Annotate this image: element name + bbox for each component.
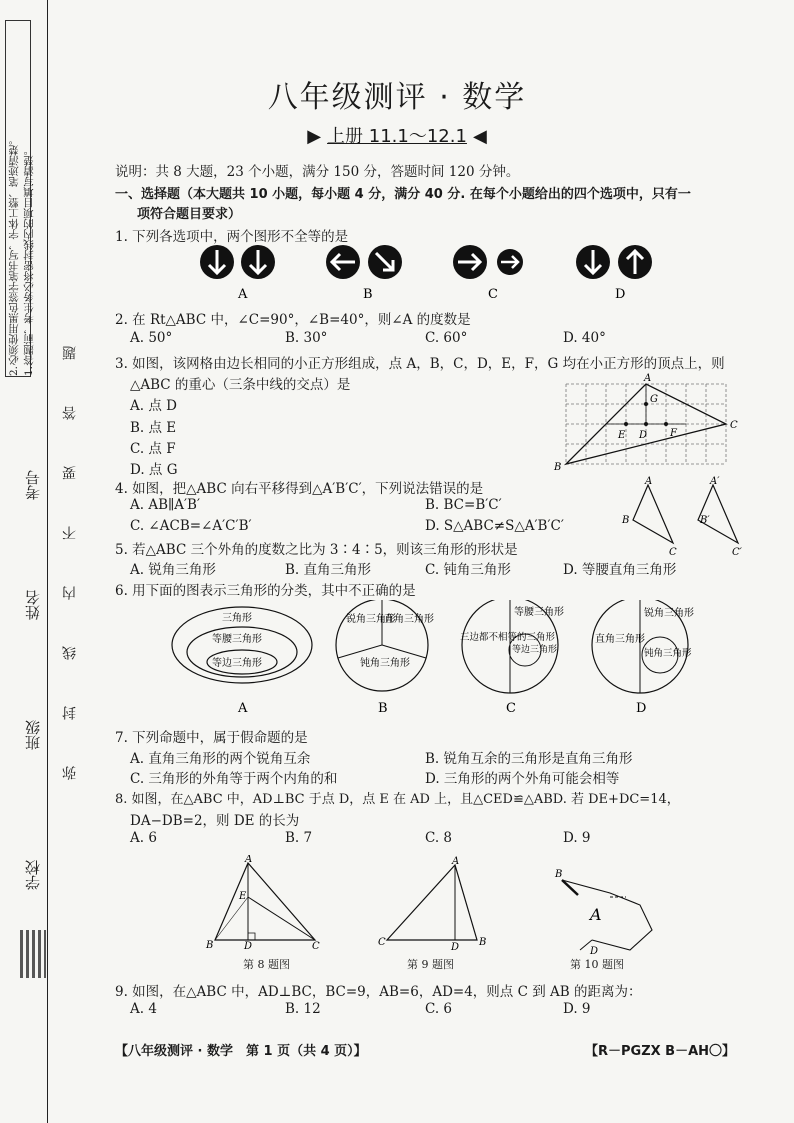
q2-stem: 2. 在 Rt△ABC 中，∠C=90°，∠B=40°，则∠A 的度数是 [115, 312, 471, 328]
seal-line [47, 0, 48, 1123]
q1-option-d-figure [576, 245, 652, 279]
fig9-pt-a: A [452, 856, 460, 867]
q5-option-b: B. 直角三角形 [285, 562, 372, 578]
q3-pt-d: D [639, 430, 648, 441]
q4-pt-c: C [669, 547, 677, 558]
q6-b-acute: 锐角三角形 [346, 614, 396, 625]
q4-pt-a: A [645, 476, 653, 487]
q1-option-b-figure [326, 245, 402, 279]
q8-option-b: B. 7 [285, 830, 313, 846]
footer-code: 【R－PGZX B－AH〇】 [585, 1044, 736, 1059]
q6-d-acute: 锐角三角形 [644, 608, 694, 619]
q3-pt-c: C [730, 420, 738, 431]
q6-label-b: B [378, 701, 388, 716]
fig8-pt-c: C [312, 941, 320, 950]
q4-option-b: B. BC=B′C′ [425, 497, 502, 513]
q9-option-b: B. 12 [285, 1001, 321, 1017]
q9-stem: 9. 如图，在△ABC 中，AD⊥BC，BC=9，AB=6，AD=4，则点 C 到 AB 的距离为： [115, 984, 642, 1000]
fig10-pt-b: B [555, 869, 563, 880]
q7-option-b: B. 锐角互余的三角形是直角三角形 [425, 751, 633, 767]
fig8-pt-d: D [244, 941, 253, 950]
q6-d-right: 直角三角形 [595, 634, 645, 645]
q6-a-outer: 三角形 [222, 613, 252, 624]
fig8-pt-e: E [239, 891, 247, 902]
fig10-pt-d: D [590, 946, 599, 955]
fig10-caption: 第 10 题图 [570, 958, 624, 971]
binding-strip [0, 0, 100, 1123]
q7-option-c: C. 三角形的外角等于两个内角的和 [130, 771, 338, 787]
q4-pt-b: B [622, 515, 630, 526]
q4-pt-b-prime: B′ [700, 515, 710, 526]
q7-stem: 7. 下列命题中，属于假命题的是 [115, 730, 308, 746]
q2-option-a: A. 50° [130, 330, 173, 346]
fig8 [200, 855, 330, 950]
qr-code [20, 930, 46, 978]
q4-option-c: C. ∠ACB=∠A′C′B′ [130, 518, 252, 534]
q1-label-b: B [363, 287, 373, 302]
q6-stem: 6. 用下面的图表示三角形的分类，其中不正确的是 [115, 583, 416, 599]
q8-option-d: D. 9 [563, 830, 591, 846]
q3-pt-a: A [644, 373, 652, 384]
q4-option-a: A. AB∥A′B′ [130, 497, 201, 513]
fig9-caption: 第 9 题图 [407, 958, 454, 971]
q2-option-c: C. 60° [425, 330, 468, 346]
q4-pt-c-prime: C′ [732, 547, 742, 558]
q5-option-a: A. 锐角三角形 [130, 562, 216, 578]
q6-c-equilateral: 等边三角形 [512, 645, 558, 655]
q3-grid-figure [548, 372, 748, 472]
q4-stem: 4. 如图，把△ABC 向右平移得到△A′B′C′，下列说法错误的是 [115, 481, 484, 497]
q1-label-c: C [488, 287, 498, 302]
q8-stem: 8. 如图，在△ABC 中，AD⊥BC 于点 D，点 E 在 AD 上，且△CED≌△ABD. 若 DE+DC=14， [115, 792, 680, 807]
q1-figures [195, 240, 665, 305]
label-banji: 班级 [24, 720, 42, 750]
fig9-pt-d: D [451, 942, 460, 950]
q6-figure-a [172, 607, 312, 683]
q9-option-c: C. 6 [425, 1001, 453, 1017]
q3-pt-g: G [650, 394, 658, 405]
q6-a-inner: 等边三角形 [212, 658, 262, 669]
fig8-pt-a: A [245, 855, 253, 865]
q6-b-obtuse: 钝角三角形 [360, 658, 410, 669]
q3-option-a: A. 点 D [130, 398, 177, 414]
scope-text: 上册 11.1～12.1 [327, 126, 467, 147]
q1-option-a-figure [200, 245, 275, 279]
q9-option-d: D. 9 [563, 1001, 591, 1017]
q6-label-a: A [238, 701, 248, 716]
fig9-pt-b: B [479, 937, 487, 948]
arrow-left-icon: ◀ [472, 126, 487, 147]
fig9-pt-c: C [378, 937, 386, 948]
q2-option-b: B. 30° [285, 330, 328, 346]
q6-figure-b [336, 600, 434, 691]
q3-stem: 3. 如图，该网格由边长相同的小正方形组成，点 A，B，C，D，E，F，G 均在小正方形的顶点上，则 [115, 356, 725, 372]
label-xuexiao: 学校 [24, 860, 42, 890]
q4-option-d: D. S△ABC≠S△A′B′C′ [425, 518, 564, 534]
q9-option-a: A. 4 [130, 1001, 157, 1017]
arrow-right-icon: ▶ [307, 126, 322, 147]
q1-option-c-figure [453, 245, 523, 279]
fig10-pt-a: A [590, 905, 602, 924]
page-title: 八年级测评 · 数学 [267, 80, 527, 115]
instructions: 说明：共 8 大题，23 个小题，满分 150 分，答题时间 120 分钟。 [115, 164, 520, 180]
fig8-caption: 第 8 题图 [243, 958, 290, 971]
q3-pt-f: F [670, 428, 677, 439]
q3-pt-e: E [618, 430, 626, 441]
q6-figure-c [460, 600, 564, 693]
q7-option-a: A. 直角三角形的两个锐角互余 [130, 751, 311, 767]
q6-d-obtuse: 钝角三角形 [644, 648, 692, 659]
q6-a-mid: 等腰三角形 [212, 634, 262, 645]
q6-figure-d [592, 600, 694, 693]
q6-c-scalene: 三边都不相等的三角形 [460, 632, 556, 643]
note-2: 2.必须使用黑色签字笔书写，字体工整、笔迹清楚。 [8, 134, 20, 376]
scope-range [0, 122, 794, 148]
q3-option-d: D. 点 G [130, 462, 178, 478]
q3-option-b: B. 点 E [130, 420, 177, 436]
q5-stem: 5. 若△ABC 三个外角的度数之比为 3∶4∶5，则该三角形的形状是 [115, 542, 518, 558]
q8-option-a: A. 6 [130, 830, 157, 846]
q7-option-d: D. 三角形的两个外角可能会相等 [425, 771, 620, 787]
q4-pt-a-prime: A′ [710, 476, 720, 487]
q8-stem-cont: DA−DB=2，则 DE 的长为 [130, 813, 300, 829]
q1-label-d: D [615, 287, 626, 302]
footer-page-info: 【八年级测评 · 数学 第 1 页（共 4 页）】 [115, 1044, 367, 1059]
q6-label-c: C [506, 701, 516, 716]
fig10 [540, 865, 670, 955]
section-heading-cont: 项符合题目要求） [137, 207, 242, 222]
label-kaohao: 考号 [24, 470, 42, 500]
q6-c-isosceles: 等腰三角形 [514, 607, 564, 618]
q3-option-c: C. 点 F [130, 441, 176, 457]
label-xingming: 姓名 [24, 590, 42, 620]
q5-option-c: C. 钝角三角形 [425, 562, 511, 578]
q3-pt-b: B [554, 462, 562, 472]
q8-option-c: C. 8 [425, 830, 453, 846]
note-1: 1.答题前，考生务必将密封线内的项目填写清楚。 [23, 145, 35, 376]
q1-label-a: A [238, 287, 248, 302]
q6-classification-figures [170, 600, 730, 720]
q4-translation-figure [618, 475, 748, 560]
q2-option-d: D. 40° [563, 330, 606, 346]
q1-stem: 1. 下列各选项中，两个图形不全等的是 [115, 229, 349, 245]
q6-label-d: D [636, 701, 647, 716]
q6-b-right: 直角三角形 [384, 614, 434, 625]
q3-stem-cont: △ABC 的重心（三条中线的交点）是 [130, 377, 351, 393]
fig8-pt-b: B [206, 940, 214, 950]
fig9 [375, 855, 490, 950]
q5-option-d: D. 等腰直角三角形 [563, 562, 677, 578]
section-heading: 一、选择题（本大题共 10 小题，每小题 4 分，满分 40 分. 在每个小题给出的四个选项中，只有一 [115, 187, 691, 202]
seal-text: 弥封线内不要答题 [62, 300, 78, 780]
